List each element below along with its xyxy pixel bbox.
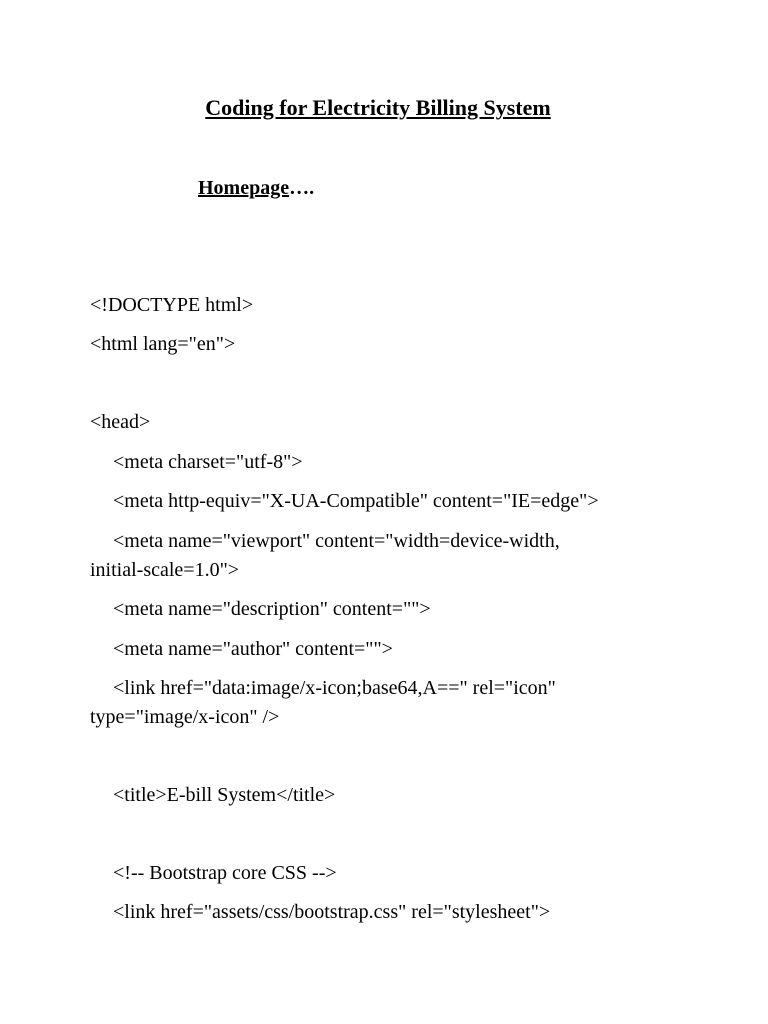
code-line: <meta name="description" content="">: [113, 598, 431, 620]
code-line: <head>: [90, 411, 151, 433]
section-heading: [198, 173, 314, 203]
code-line: type="image/x-icon" />: [90, 706, 280, 728]
code-line: <link href="assets/css/bootstrap.css" rel="stylesheet">: [113, 901, 551, 923]
code-line: <title>E-bill System</title>: [113, 784, 336, 806]
code-line: <!-- Bootstrap core CSS -->: [113, 862, 337, 884]
section-heading-text: Homepage: [198, 177, 290, 199]
code-line: <meta http-equiv="X-UA-Compatible" content="IE=edge">: [113, 490, 599, 512]
section-heading-suffix: ….: [289, 177, 315, 199]
code-line: <!DOCTYPE html>: [90, 294, 254, 316]
code-line: <meta name="viewport" content="width=device-width,: [113, 530, 560, 552]
code-line: <html lang="en">: [90, 333, 236, 355]
code-line: initial-scale=1.0">: [90, 559, 240, 581]
code-line: <link href="data:image/x-icon;base64,A==" rel="icon": [113, 677, 556, 699]
code-line: <meta charset="utf-8">: [113, 451, 303, 473]
document-title: [0, 92, 756, 124]
document-title-text: Coding for Electricity Billing System: [205, 95, 551, 120]
code-line: <meta name="author" content="">: [113, 638, 393, 660]
